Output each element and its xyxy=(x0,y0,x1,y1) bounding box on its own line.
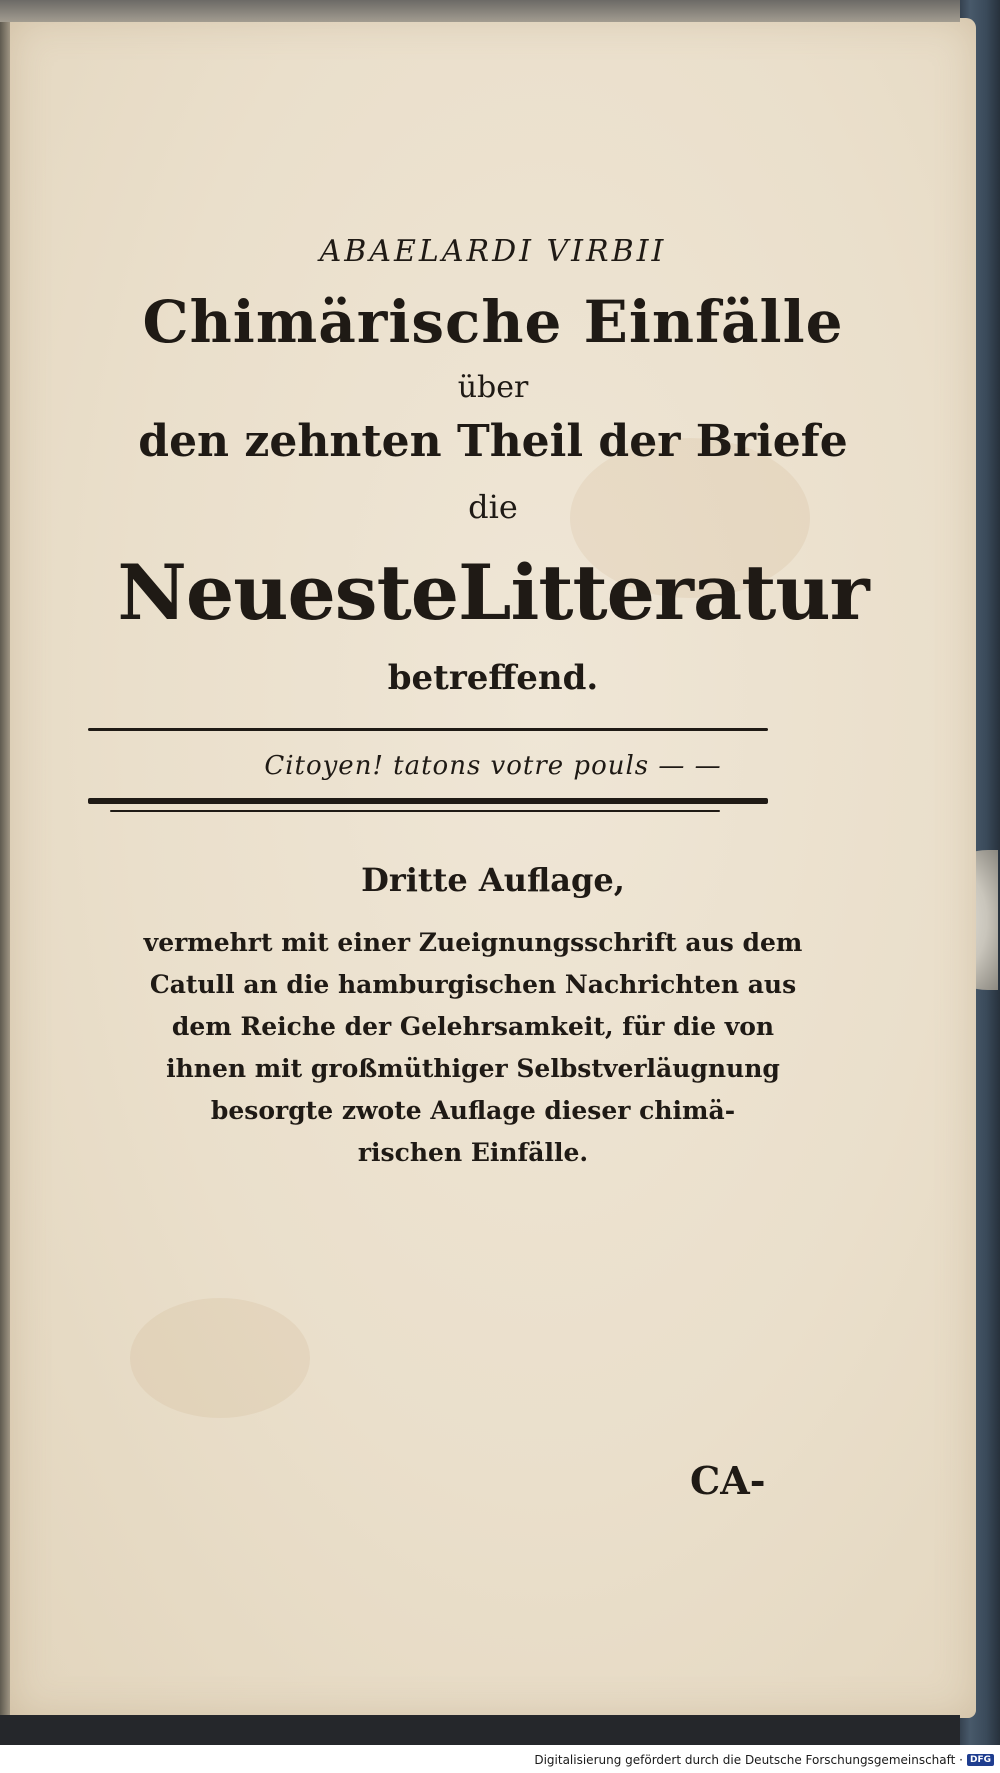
motto: Citoyen! tatons votre pouls — — xyxy=(264,751,722,781)
description-line: rischen Einfälle. xyxy=(357,1138,589,1167)
title-line-6: betreffend. xyxy=(387,658,599,698)
description-line: vermehrt mit einer Zueignungsschrift aus dem xyxy=(143,928,803,957)
author-line: ABAELARDI VIRBII xyxy=(319,234,667,269)
description-line: dem Reiche der Gelehrsamkeit, für die von xyxy=(171,1012,775,1041)
edition: Dritte Auflage, xyxy=(361,861,625,899)
title-line-3: den zehnten Theil der Briefe xyxy=(138,416,848,467)
footer-credit: Digitalisierung gefördert durch die Deutsche Forschungsgemeinschaft · xyxy=(534,1753,963,1767)
digitization-footer xyxy=(534,1753,994,1767)
rule-thin-top xyxy=(88,728,768,731)
description-line: Catull an die hamburgischen Nachrichten aus xyxy=(149,970,797,999)
title-line-5: NeuesteLitteratur xyxy=(117,548,869,637)
title-line-4: die xyxy=(468,488,518,526)
paper-page xyxy=(10,18,976,1718)
paper-stain xyxy=(130,1298,310,1418)
title-line-2: über xyxy=(457,370,529,405)
dfg-logo-icon: DFG xyxy=(967,1754,994,1766)
title-line-1: Chimärische Einfälle xyxy=(142,288,844,356)
catchword: CA- xyxy=(690,1458,766,1503)
page-top-edge xyxy=(0,0,960,22)
description-line: besorgte zwote Auflage dieser chimä- xyxy=(210,1096,736,1125)
rule-thin-bottom xyxy=(110,810,720,812)
description-line: ihnen mit großmüthiger Selbstverläugnung xyxy=(166,1054,780,1083)
rule-thick xyxy=(88,798,768,804)
page-bottom-edge xyxy=(0,1715,960,1745)
